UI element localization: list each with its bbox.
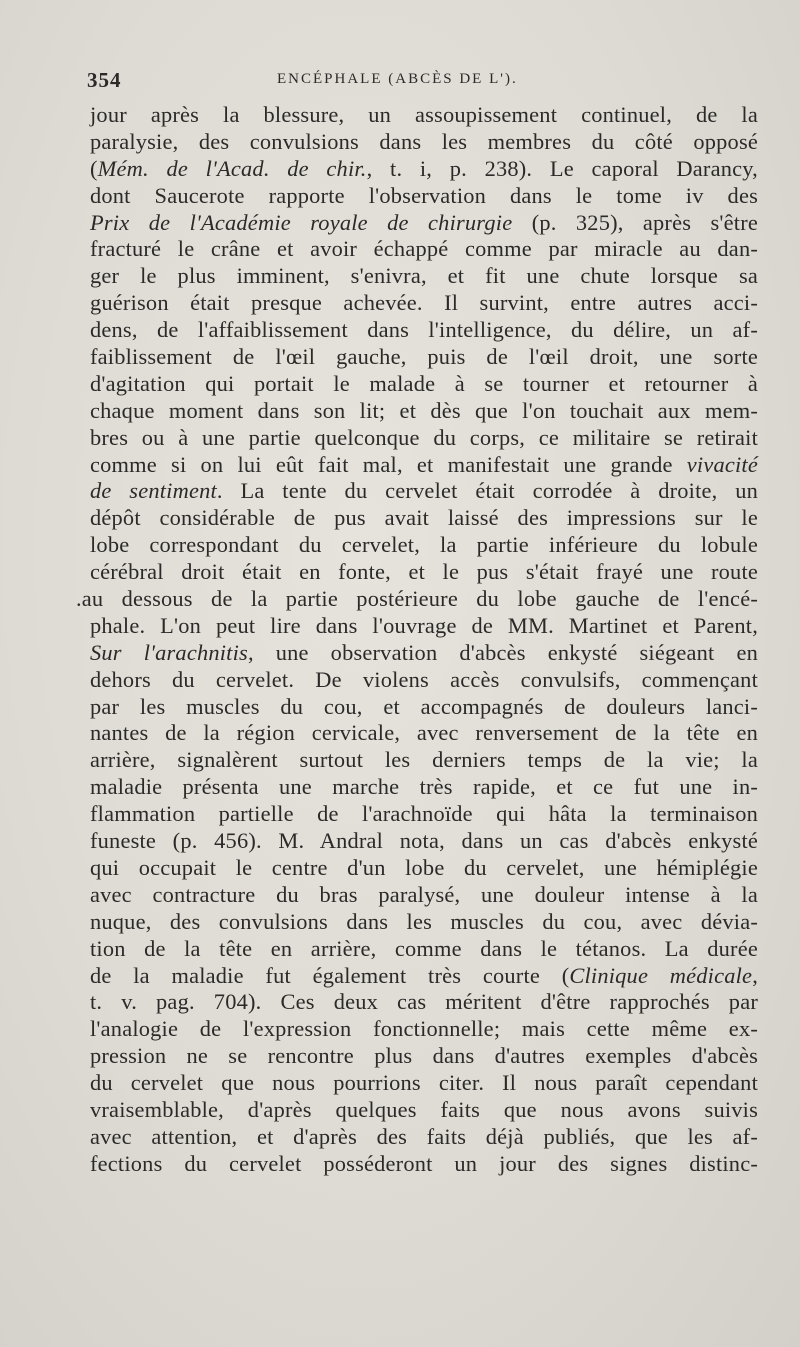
- text-segment: du cervelet que nous pourrions citer. Il nous paraît cependant: [90, 1070, 758, 1096]
- italic-text: Clinique médicale: [569, 962, 753, 988]
- text-line: [90, 1070, 758, 1097]
- text-segment: .au dessous de la partie postérieure du lobe gauche de l'encé-: [76, 586, 758, 612]
- text-segment: arrière, signalèrent surtout les derniers temps de la vie; la: [90, 747, 758, 773]
- text-line: [90, 909, 758, 936]
- text-line: [90, 963, 758, 990]
- text-segment: fections du cervelet posséderont un jour des signes distinc-: [90, 1150, 758, 1176]
- text-line: [90, 1151, 758, 1178]
- text-segment: guérison était presque achevée. Il survint, entre autres acci-: [90, 290, 758, 316]
- text-line: [90, 828, 758, 855]
- text-segment: avec attention, et d'après des faits déjà publiés, que les af-: [90, 1123, 758, 1149]
- text-segment: d'agitation qui portait le malade à se tourner et retourner à: [90, 370, 758, 396]
- text-segment: cérébral droit était en fonte, et le pus s'était frayé une route: [90, 559, 758, 585]
- text-segment: qui occupait le centre d'un lobe du cervelet, une hémiplégie: [90, 854, 758, 880]
- text-line: [90, 613, 758, 640]
- page-header: [87, 68, 767, 98]
- text-line: [90, 236, 758, 263]
- text-segment: dépôt considérable de pus avait laissé des impressions sur le: [90, 505, 758, 531]
- text-segment: nantes de la région cervicale, avec renversement de la tête en: [90, 720, 758, 746]
- text-line: [90, 344, 758, 371]
- italic-text: Prix de l'Académie royale de chirurgie: [90, 209, 513, 235]
- text-segment: fracturé le crâne et avoir échappé comme par miracle au dan-: [90, 236, 758, 262]
- page-number: 354: [87, 68, 122, 92]
- text-line: [90, 156, 758, 183]
- text-segment: jour après la blessure, un assoupissement continuel, de la: [90, 102, 758, 127]
- text-line: [90, 855, 758, 882]
- text-segment: dont Saucerote rapporte l'observation dans le tome iv des: [90, 182, 758, 208]
- text-line: [90, 882, 758, 909]
- text-segment: dehors du cervelet. De violens accès convulsifs, commençant: [90, 666, 758, 692]
- text-line: [90, 667, 758, 694]
- running-title: ENCÉPHALE (ABCÈS DE L').: [277, 71, 518, 87]
- text-line: [90, 747, 758, 774]
- text-segment: , t. i, p. 238). Le caporal Darancy,: [366, 155, 758, 181]
- text-segment: nuque, des convulsions dans les muscles du cou, avec dévia-: [90, 908, 758, 934]
- text-segment: ger le plus imminent, s'enivra, et fit une chute lorsque sa: [90, 263, 758, 289]
- text-line: [90, 452, 758, 479]
- text-segment: bres ou à une partie quelconque du corps, ce militaire se retirait: [90, 424, 758, 450]
- text-line: [90, 532, 758, 559]
- text-line: [90, 1124, 758, 1151]
- text-line: [90, 774, 758, 801]
- text-line: [90, 936, 758, 963]
- text-segment: ,: [752, 962, 758, 988]
- text-line: [90, 290, 758, 317]
- text-line: [90, 210, 758, 237]
- text-line: [90, 505, 758, 532]
- text-line: [90, 989, 758, 1016]
- text-segment: de la maladie fut également très courte (: [90, 962, 570, 988]
- text-segment: vraisemblable, d'après quelques faits que nous avons suivis: [90, 1096, 758, 1122]
- text-segment: pression ne se rencontre plus dans d'autres exemples d'abcès: [90, 1043, 758, 1069]
- text-segment: flammation partielle de l'arachnoïde qui hâta la terminaison: [90, 801, 758, 827]
- text-line: [90, 425, 758, 452]
- text-line: [90, 102, 758, 129]
- text-line: [90, 398, 758, 425]
- italic-text: Mém. de l'Acad. de chir.: [97, 155, 367, 181]
- text-line: [90, 1016, 758, 1043]
- text-segment: funeste (p. 456). M. Andral nota, dans un cas d'abcès enkysté: [90, 828, 758, 854]
- italic-text: vivacité: [686, 451, 758, 477]
- text-segment: paralysie, des convulsions dans les membres du côté opposé: [90, 128, 758, 154]
- text-segment: , une observation d'abcès enkysté siégeant en: [247, 639, 758, 665]
- text-segment: comme si on lui eût fait mal, et manifestait une grande: [90, 451, 687, 477]
- text-line: [90, 559, 758, 586]
- text-line: [90, 801, 758, 828]
- text-segment: phale. L'on peut lire dans l'ouvrage de MM. Martinet et Parent,: [90, 612, 758, 638]
- text-line: [90, 317, 758, 344]
- text-segment: l'analogie de l'expression fonctionnelle; mais cette même ex-: [90, 1016, 758, 1042]
- text-segment: dens, de l'affaiblissement dans l'intelligence, du délire, un af-: [90, 317, 758, 343]
- text-segment: . La tente du cervelet était corrodée à droite, un: [216, 478, 758, 504]
- text-line: [90, 720, 758, 747]
- text-segment: chaque moment dans son lit; et dès que l'on touchait aux mem-: [90, 397, 758, 423]
- text-segment: lobe correspondant du cervelet, la partie inférieure du lobule: [90, 532, 758, 558]
- text-line: [90, 478, 758, 505]
- text-line: [90, 263, 758, 290]
- text-segment: tion de la tête en arrière, comme dans le tétanos. La durée: [90, 935, 758, 961]
- text-line: [90, 640, 758, 667]
- italic-text: Sur l'arachnitis: [90, 639, 248, 665]
- text-segment: faiblissement de l'œil gauche, puis de l'œil droit, une sorte: [90, 344, 758, 370]
- text-segment: (p. 325), après s'être: [512, 209, 758, 235]
- text-line: [90, 129, 758, 156]
- text-line: [90, 1043, 758, 1070]
- body-text: [76, 102, 758, 1178]
- text-line: [90, 694, 758, 721]
- text-segment: avec contracture du bras paralysé, une douleur intense à la: [90, 881, 758, 907]
- text-segment: (: [90, 155, 98, 181]
- text-line: [90, 183, 758, 210]
- text-line: [76, 586, 758, 613]
- text-segment: maladie présenta une marche très rapide, et ce fut une in-: [90, 774, 758, 800]
- text-segment: t. v. pag. 704). Ces deux cas méritent d'être rapprochés par: [90, 989, 758, 1015]
- text-line: [90, 371, 758, 398]
- text-segment: par les muscles du cou, et accompagnés de douleurs lanci-: [90, 693, 758, 719]
- text-line: [90, 1097, 758, 1124]
- italic-text: de sentiment: [90, 478, 217, 504]
